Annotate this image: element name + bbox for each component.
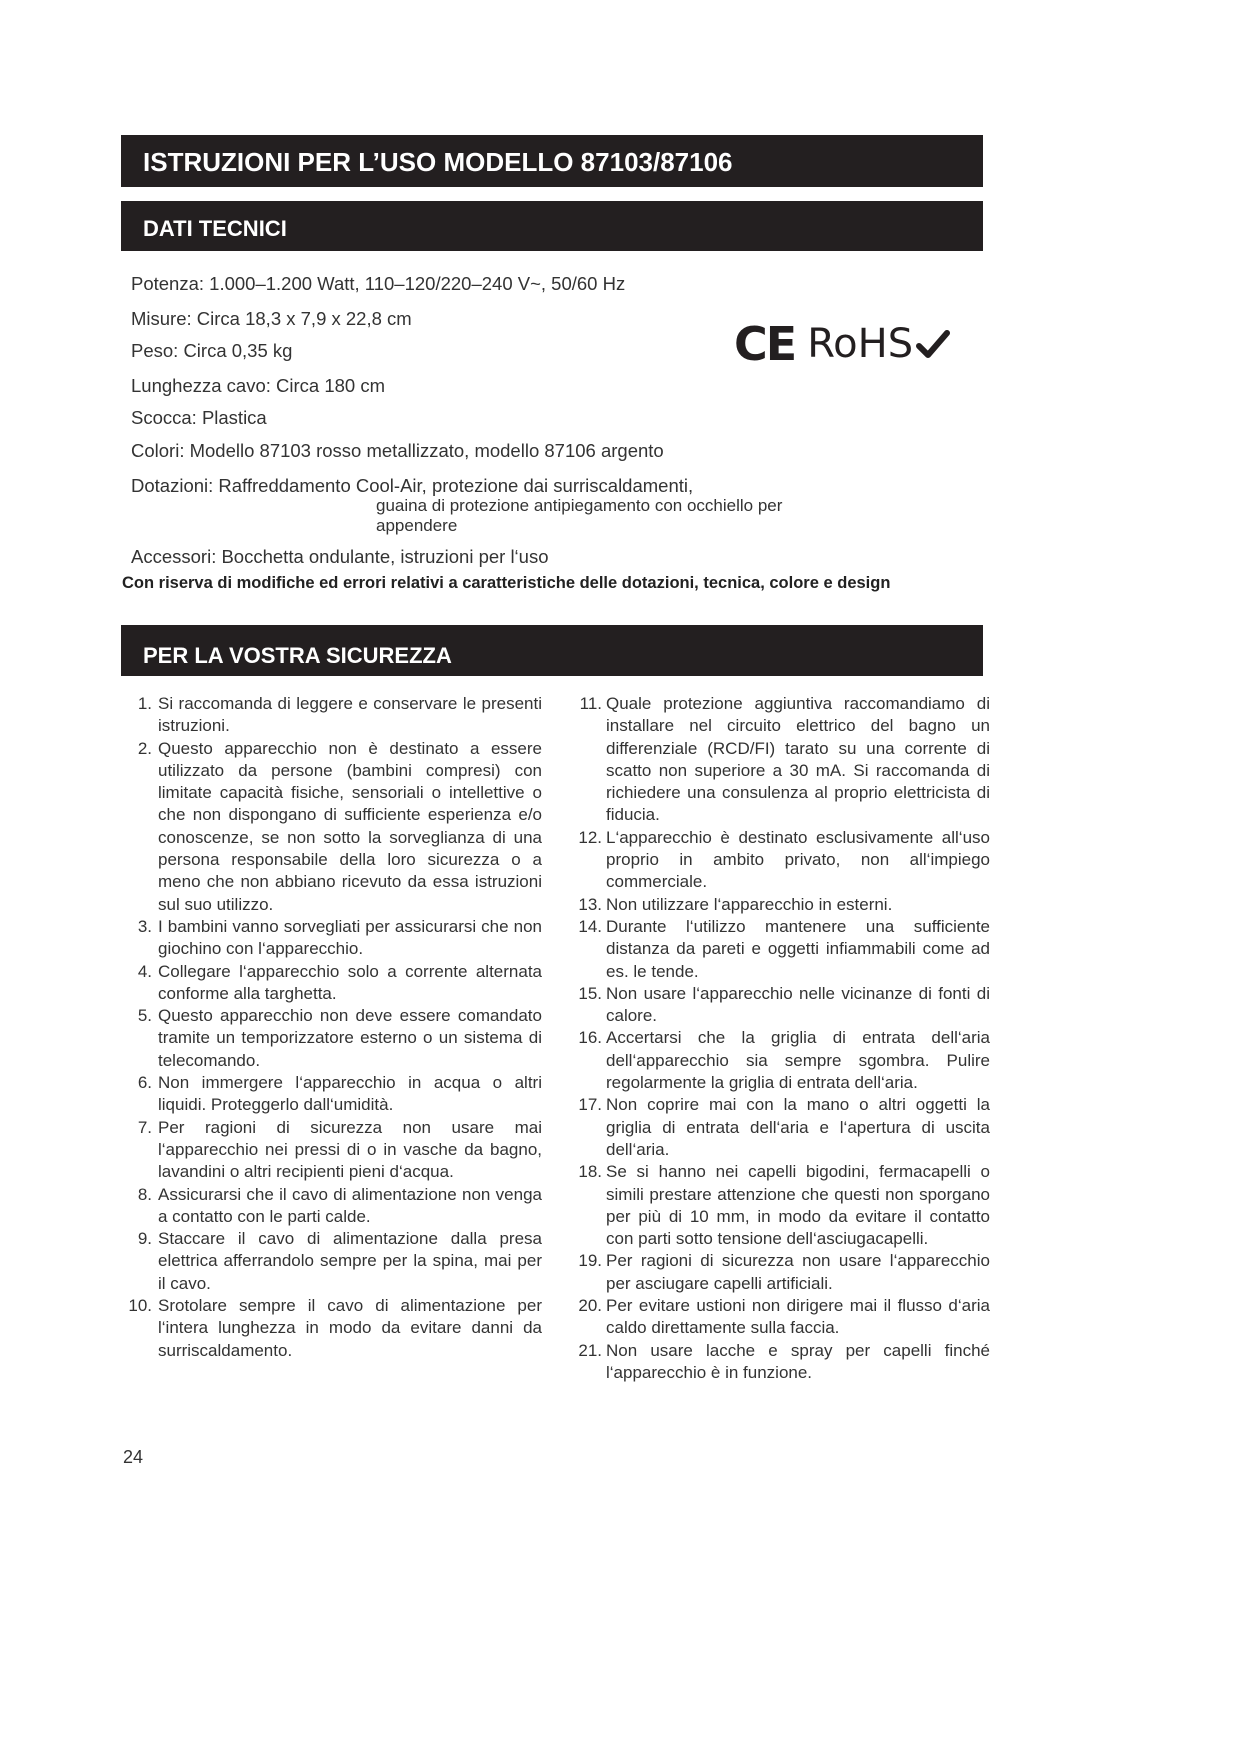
safety-item-text: Durante l‘utilizzo mantenere una sufficiente distanza da pareti e oggetti infiammabili come ad es. le tende. <box>606 916 990 981</box>
safety-item-number: 11. <box>579 694 602 713</box>
safety-item-number: 17. <box>578 1095 602 1115</box>
safety-item <box>120 1228 542 1295</box>
safety-item <box>120 1117 542 1184</box>
safety-item-number: 2. <box>137 738 152 758</box>
manual-title: ISTRUZIONI PER L’USO MODELLO 87103/87106 <box>143 147 733 177</box>
spec-body: Scocca: Plastica <box>131 407 267 428</box>
safety-item-number: 5. <box>137 1006 152 1026</box>
safety-item-text: I bambini vanno sorvegliati per assicurarsi che non giochino con l‘apparecchio. <box>158 916 542 959</box>
spec-power: Potenza: 1.000–1.200 Watt, 110–120/220–240 V~, 50/60 Hz <box>131 273 626 294</box>
certification-marks <box>734 316 950 372</box>
safety-item <box>568 1161 990 1250</box>
safety-item-text: Non coprire mai con la mano o altri oggetti la griglia di entrata dell‘aria e l‘apertura di uscita dell‘aria. <box>606 1095 990 1159</box>
tech-data-heading: DATI TECNICI <box>143 216 287 241</box>
safety-item <box>120 693 542 738</box>
safety-item-text: Accertarsi che la griglia di entrata dell‘aria dell‘apparecchio sia sempre sgombra. Pulire regolarmente la griglia di entrata dell‘aria. <box>606 1028 990 1093</box>
page-number: 24 <box>123 1447 144 1467</box>
safety-item-text: Non immergere l‘apparecchio in acqua o altri liquidi. Proteggerlo dall‘umidità. <box>158 1073 542 1115</box>
safety-item <box>568 1340 990 1385</box>
safety-item-text: Per ragioni di sicurezza non usare mai l‘apparecchio nei pressi di o in vasche da bagno, lavandini o altri recipienti pieni d‘acqua. <box>158 1117 542 1182</box>
safety-item-number: 16. <box>578 1028 602 1048</box>
safety-item <box>120 916 542 961</box>
safety-item <box>120 1005 542 1072</box>
safety-item-text: Staccare il cavo di alimentazione dalla presa elettrica afferrandolo sempre per la spina, mai per il cavo. <box>158 1229 542 1293</box>
safety-item-number: 8. <box>137 1184 152 1204</box>
safety-item-number: 18. <box>578 1162 602 1182</box>
safety-item <box>568 827 990 894</box>
safety-item-number: 6. <box>137 1073 152 1093</box>
rohs-mark: RoHS <box>807 321 914 367</box>
manual-title-bar <box>121 135 983 187</box>
safety-item <box>120 738 542 916</box>
safety-item-number: 7. <box>137 1117 152 1137</box>
spec-accessories: Accessori: Bocchetta ondulante, istruzioni per l‘uso <box>131 546 549 567</box>
safety-item <box>568 1295 990 1340</box>
safety-item-text: Questo apparecchio non è destinato a essere utilizzato da persone (bambini compresi) con limitate capacità fisiche, sensoriali o intellettive o che non dispongano di sufficiente esperienza e/o conoscenze, se non sotto la sorveglianza di una persona responsabile della loro sicurezza o a meno che non abbiano ricevuto da essa istruzioni sul suo utilizzo. <box>158 738 542 914</box>
spec-weight: Peso: Circa 0,35 kg <box>131 340 293 361</box>
safety-item-number: 9. <box>137 1229 152 1249</box>
safety-item <box>568 894 990 916</box>
safety-item-number: 15. <box>578 983 602 1003</box>
safety-item-text: Non usare l‘apparecchio nelle vicinanze di fonti di calore. <box>606 983 990 1026</box>
spec-cable: Lunghezza cavo: Circa 180 cm <box>131 375 385 396</box>
safety-item-number: 14. <box>578 916 602 936</box>
safety-item <box>568 1250 990 1295</box>
safety-item-text: Questo apparecchio non deve essere comandato tramite un temporizzatore esterno o un sistema di telecomando. <box>158 1006 542 1070</box>
safety-item-text: Srotolare sempre il cavo di alimentazione per l‘intera lunghezza in modo da evitare danni da surriscaldamento. <box>158 1296 542 1360</box>
check-icon <box>916 329 950 359</box>
safety-heading: PER LA VOSTRA SICUREZZA <box>143 643 452 668</box>
spec-features-continued-2: appendere <box>376 516 458 535</box>
safety-item-text: Assicurarsi che il cavo di alimentazione non venga a contatto con le parti calde. <box>158 1184 542 1226</box>
tech-data-heading-bar <box>121 201 983 251</box>
safety-list-right <box>568 693 990 1384</box>
safety-item-number: 10. <box>128 1296 152 1316</box>
safety-item <box>120 1072 542 1117</box>
safety-item <box>568 1027 990 1094</box>
spec-features-continued: guaina di protezione antipiegamento con occhiello per <box>376 496 783 515</box>
safety-item-text: Per ragioni di sicurezza non usare l‘apparecchio per asciugare capelli artificiali. <box>606 1251 990 1293</box>
safety-item <box>568 916 990 983</box>
safety-item-number: 12. <box>578 827 602 847</box>
spec-colors: Colori: Modello 87103 rosso metallizzato, modello 87106 argento <box>131 440 664 461</box>
safety-item-number: 19. <box>578 1251 602 1271</box>
safety-item <box>568 1094 990 1161</box>
safety-item-number: 13. <box>578 894 602 914</box>
safety-item-text: Per evitare ustioni non dirigere mai il flusso d‘aria caldo direttamente sulla faccia. <box>606 1296 990 1338</box>
safety-item-text: Non utilizzare l‘apparecchio in esterni. <box>606 894 893 914</box>
safety-item <box>568 983 990 1028</box>
safety-list-left <box>120 693 542 1362</box>
safety-item-number: 20. <box>578 1296 602 1316</box>
safety-item-text: Non usare lacche e spray per capelli finché l‘apparecchio è in funzione. <box>606 1340 990 1382</box>
safety-item-text: Quale protezione aggiuntiva raccomandiamo di installare nel circuito elettrico del bagno un differenziale (RCD/FI) tarato su una corrente di scatto non superiore a 30 mA. Si raccomanda di richiedere una consulenza al proprio elettricista di fiducia. <box>606 694 990 825</box>
safety-item-number: 21. <box>578 1340 602 1360</box>
safety-item <box>120 1295 542 1362</box>
safety-item-number: 1. <box>137 694 152 713</box>
safety-item-text: Se si hanno nei capelli bigodini, fermacapelli o simili prestare attenzione che questi non sporgano per più di 10 mm, in modo da evitare il contatto con parti sotto tensione dell‘asciugacapelli. <box>606 1162 990 1249</box>
safety-item-number: 4. <box>137 961 152 981</box>
safety-item <box>568 693 990 827</box>
ce-mark: CE <box>734 317 796 371</box>
safety-item-text: Collegare l‘apparecchio solo a corrente alternata conforme alla targhetta. <box>158 961 542 1003</box>
safety-item-text: L‘apparecchio è destinato esclusivamente all‘uso proprio in ambito privato, non all‘impiego commerciale. <box>606 827 990 892</box>
safety-item <box>120 961 542 1006</box>
safety-item-number: 3. <box>137 916 152 936</box>
reserve-notice: Con riserva di modifiche ed errori relativi a caratteristiche delle dotazioni, tecnica, colore e design <box>122 574 891 592</box>
safety-item-text: Si raccomanda di leggere e conservare le presenti istruzioni. <box>158 694 542 736</box>
safety-heading-bar <box>121 625 983 676</box>
spec-size: Misure: Circa 18,3 x 7,9 x 22,8 cm <box>131 308 412 329</box>
safety-item <box>120 1184 542 1229</box>
spec-features: Dotazioni: Raffreddamento Cool-Air, protezione dai surriscaldamenti, <box>131 475 694 496</box>
